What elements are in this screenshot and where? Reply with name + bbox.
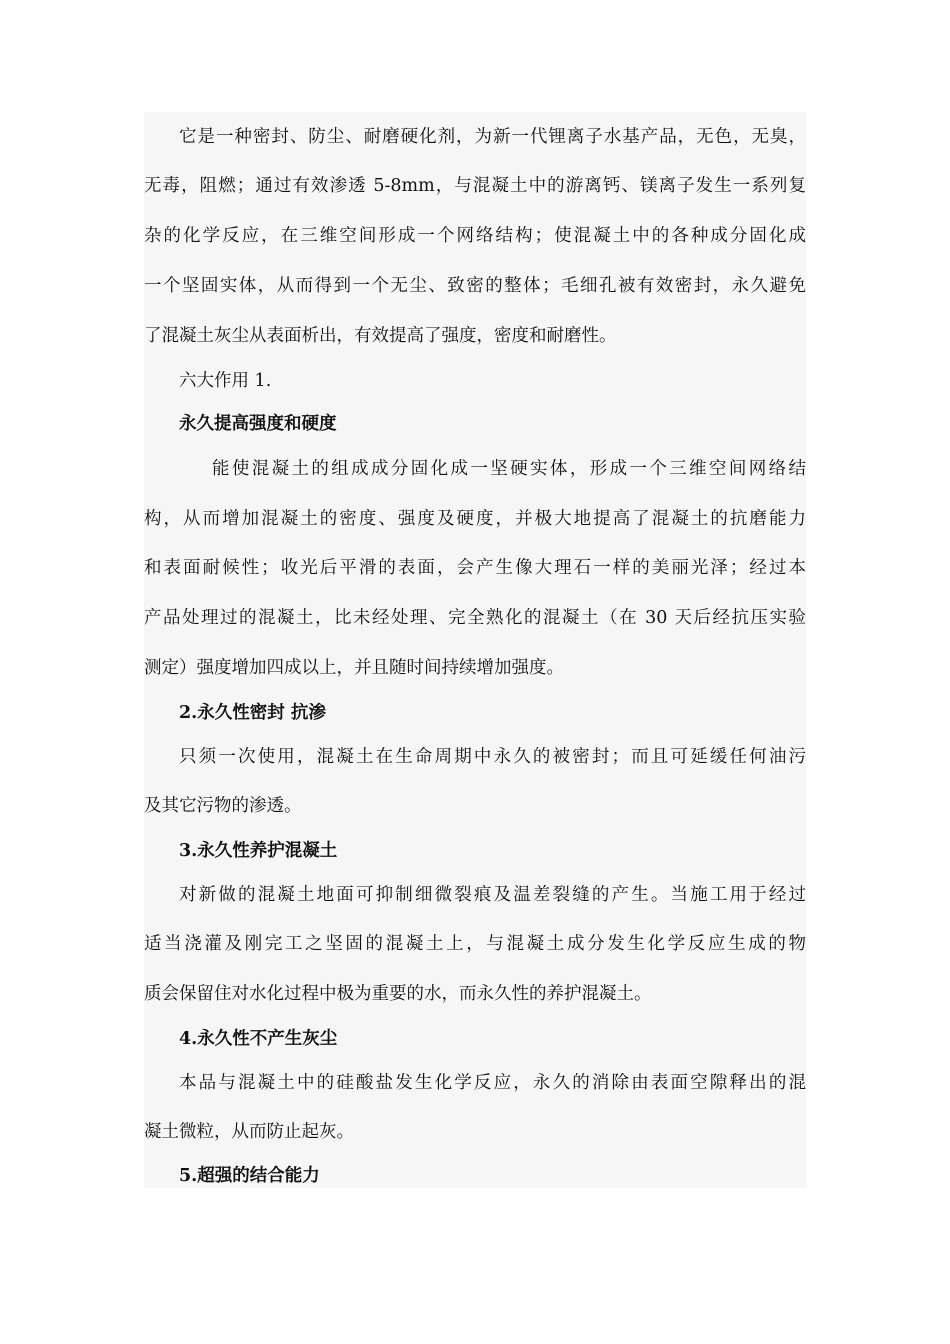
heading-permanent-curing: 3.永久性养护混凝土 <box>179 841 338 861</box>
six-functions-heading: 六大作用 1. <box>179 371 272 391</box>
document-body <box>144 112 806 1188</box>
p3-line-3: 质会保留住对水化过程中极为重要的水，而永久性的养护混凝土。 <box>144 984 652 1004</box>
intro-line-1: 它是一种密封、防尘、耐磨硬化剂，为新一代锂离子水基产品，无色，无臭， <box>179 127 806 147</box>
intro-line-5: 了混凝土灰尘从表面析出，有效提高了强度，密度和耐磨性。 <box>144 326 617 346</box>
p1-line-2: 构，从而增加混凝土的密度、强度及硬度，并极大地提高了混凝土的抗磨能力 <box>144 509 806 529</box>
p4-line-1: 本品与混凝土中的硅酸盐发生化学反应，永久的消除由表面空隙释出的混 <box>179 1073 806 1093</box>
heading-bonding: 5.超强的结合能力 <box>179 1166 320 1186</box>
heading-permanent-seal: 2.永久性密封 抗渗 <box>179 703 326 723</box>
p1-line-4: 产品处理过的混凝土，比未经处理、完全熟化的混凝土（在 30 天后经抗压实验 <box>144 608 806 628</box>
p3-line-2: 适当浇灌及刚完工之坚固的混凝土上，与混凝土成分发生化学反应生成的物 <box>144 934 806 954</box>
p2-line-1: 只须一次使用，混凝土在生命周期中永久的被密封；而且可延缓任何油污 <box>179 747 806 767</box>
intro-line-2: 无毒，阻燃；通过有效渗透 5-8mm，与混凝土中的游离钙、镁离子发生一系列复 <box>144 176 806 196</box>
p1-line-1: 能使混凝土的组成成分固化成一坚硬实体，形成一个三维空间网络结 <box>212 459 806 479</box>
p1-line-3: 和表面耐候性；收光后平滑的表面，会产生像大理石一样的美丽光泽；经过本 <box>144 558 806 578</box>
intro-line-3: 杂的化学反应，在三维空间形成一个网络结构；使混凝土中的各种成分固化成 <box>144 226 806 246</box>
p3-line-1: 对新做的混凝土地面可抑制细微裂痕及温差裂缝的产生。当施工用于经过 <box>179 885 806 905</box>
heading-no-dust: 4.永久性不产生灰尘 <box>179 1029 338 1049</box>
heading-strength-hardness: 永久提高强度和硬度 <box>179 414 337 434</box>
p1-line-5: 测定）强度增加四成以上，并且随时间持续增加强度。 <box>144 658 564 678</box>
p4-line-2: 凝土微粒，从而防止起灰。 <box>144 1122 354 1142</box>
intro-line-4: 一个坚固实体，从而得到一个无尘、致密的整体；毛细孔被有效密封，永久避免 <box>144 276 806 296</box>
p2-line-2: 及其它污物的渗透。 <box>144 796 302 816</box>
